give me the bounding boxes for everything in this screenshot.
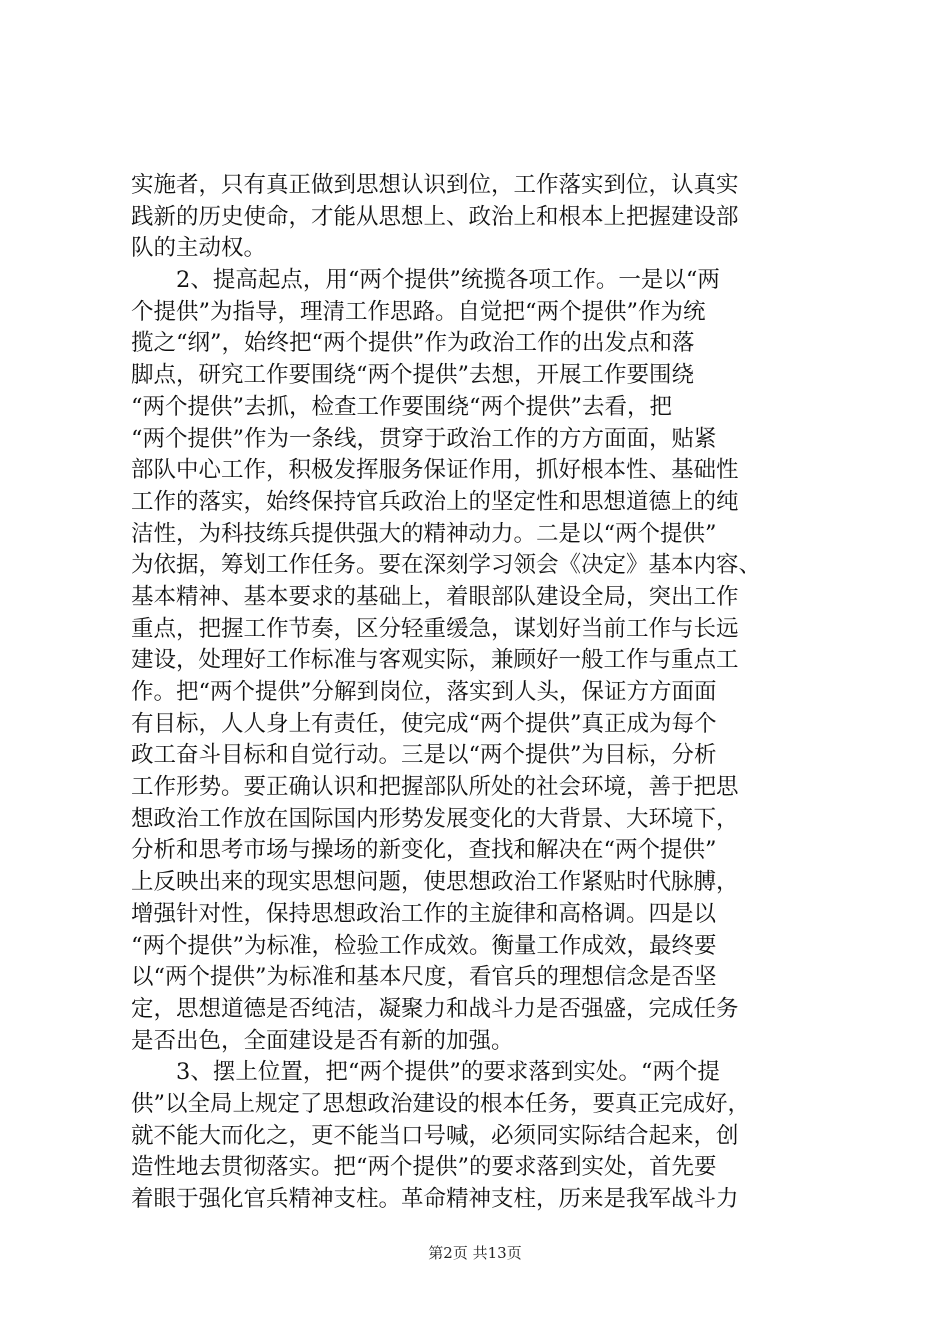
text-line: 洁性，为科技练兵提供强大的精神动力。二是以“两个提供” [131,520,717,547]
text-line: 2、提高起点，用“两个提供”统揽各项工作。一是以“两 [176,267,720,294]
text-line: “两个提供”去抓，检查工作要围绕“两个提供”去看，把 [131,393,673,420]
text-line: 基本精神、基本要求的基础上，着眼部队建设全局，突出工作 [131,583,739,610]
text-line: 个提供”为指导，理清工作思路。自觉把“两个提供”作为统 [131,298,706,325]
text-line: 造性地去贯彻落实。把“两个提供”的要求落到实处，首先要 [131,1154,717,1181]
text-line: 政工奋斗目标和自觉行动。三是以“两个提供”为目标，分析 [131,742,717,769]
text-line: 践新的历史使命，才能从思想上、政治上和根本上把握建设部 [131,203,739,230]
text-line: 工作的落实，始终保持官兵政治上的坚定性和思想道德上的纯 [131,488,739,515]
text-line: 想政治工作放在国际国内形势发展变化的大背景、大环境下， [131,805,739,832]
paragraph-1 [131,170,835,265]
text-line: 供”以全局上规定了思想政治建设的根本任务，要真正完成好， [131,1090,751,1117]
document-body [131,170,835,1216]
text-line: 脚点，研究工作要围绕“两个提供”去想，开展工作要围绕 [131,362,695,389]
text-line: 分析和思考市场与操场的新变化，查找和解决在“两个提供” [131,837,717,864]
text-line: 是否出色，全面建设是否有新的加强。 [131,1027,514,1054]
text-line: 上反映出来的现实思想问题，使思想政治工作紧贴时代脉膊， [131,869,739,896]
text-line: 增强针对性，保持思想政治工作的主旋律和高格调。四是以 [131,900,717,927]
text-line: 部队中心工作，积极发挥服务保证作用，抓好根本性、基础性 [131,457,739,484]
paragraph-3 [131,1057,835,1215]
text-line: 重点，把握工作节奏，区分轻重缓急，谋划好当前工作与长远 [131,615,739,642]
text-line: 作。把“两个提供”分解到岗位，落实到人头，保证方方面面 [131,679,717,705]
text-line: 为依据，筹划工作任务。要在深刻学习领会《决定》基本内容、 [131,552,762,579]
text-line: 队的主动权。 [131,235,267,262]
text-line: “两个提供”作为一条线，贯穿于政治工作的方方面面，贴紧 [131,425,717,452]
text-line: 建设，处理好工作标准与客观实际，兼顾好一般工作与重点工 [131,647,739,674]
text-line: 实施者，只有真正做到思想认识到位，工作落实到位，认真实 [131,172,739,198]
text-line: 着眼于强化官兵精神支柱。革命精神支柱，历来是我军战斗力 [131,1186,739,1212]
page-number: 第2页 共13页 [428,1244,522,1262]
paragraph-2 [131,265,835,1057]
text-line: “两个提供”为标准，检验工作成效。衡量工作成效，最终要 [131,932,717,959]
text-line: 3、摆上位置，把“两个提供”的要求落到实处。“两个提 [176,1059,720,1086]
text-line: 定，思想道德是否纯洁，凝聚力和战斗力是否强盛，完成任务 [131,995,739,1022]
text-line: 就不能大而化之，更不能当口号喊，必须同实际结合起来，创 [131,1122,739,1149]
text-line: 工作形势。要正确认识和把握部队所处的社会环境，善于把思 [131,774,739,801]
text-line: 以“两个提供”为标准和基本尺度，看官兵的理想信念是否坚 [131,964,717,991]
text-line: 揽之“纲”，始终把“两个提供”作为政治工作的出发点和落 [131,330,695,357]
page-footer [0,1243,950,1263]
text-line: 有目标，人人身上有责任，使完成“两个提供”真正成为每个 [131,710,717,737]
